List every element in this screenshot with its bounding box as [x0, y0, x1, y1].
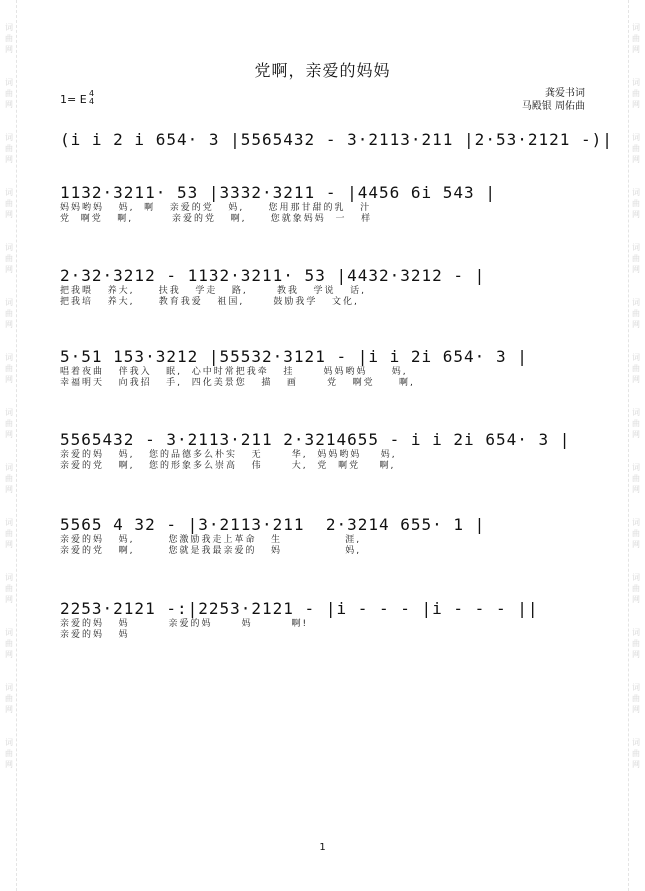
watermark-glyph: 词 — [5, 298, 13, 307]
watermark-group — [5, 242, 13, 275]
watermark-group — [632, 352, 640, 385]
lyric-verse-2: 把我培 养大, 教育我爱 祖国, 鼓励我学 文化, — [60, 297, 359, 307]
watermark-glyph: 网 — [5, 375, 13, 384]
key-signature: 1= E — [60, 93, 87, 106]
watermark-group — [5, 187, 13, 220]
watermark-glyph: 网 — [5, 760, 13, 769]
watermark-group — [5, 132, 13, 165]
watermark-group — [632, 572, 640, 605]
watermark-glyph: 词 — [5, 243, 13, 252]
watermark-glyph: 网 — [632, 595, 640, 604]
watermark-glyph: 曲 — [5, 254, 13, 263]
watermark-group — [632, 77, 640, 110]
watermark-glyph: 词 — [632, 133, 640, 142]
watermark-group — [632, 407, 640, 440]
watermark-glyph: 网 — [632, 155, 640, 164]
lyric-verse-1: 妈妈哟妈 妈, 啊 亲爱的党 妈, 您用那甘甜的乳 汁 — [60, 203, 372, 213]
watermark-glyph: 网 — [632, 540, 640, 549]
watermark-group — [632, 517, 640, 550]
watermark-glyph: 网 — [5, 485, 13, 494]
watermark-glyph: 曲 — [5, 199, 13, 208]
watermark-glyph: 网 — [632, 650, 640, 659]
watermark-glyph: 词 — [5, 683, 13, 692]
watermark-glyph: 曲 — [632, 199, 640, 208]
time-signature — [89, 90, 94, 106]
watermark-glyph: 词 — [5, 518, 13, 527]
watermark-glyph: 曲 — [632, 584, 640, 593]
watermark-glyph: 曲 — [632, 749, 640, 758]
watermark-glyph: 网 — [5, 650, 13, 659]
watermark-glyph: 网 — [5, 155, 13, 164]
lyric-verse-2: 亲爱的妈 妈 — [60, 630, 130, 640]
watermark-glyph: 曲 — [632, 364, 640, 373]
lyricist-credit: 龚爱书词 — [545, 88, 585, 99]
notation-line: (i i 2 i 654· 3 |5565432 - 3·2113·211 |2·53·2121 -)| — [60, 130, 613, 149]
watermark-glyph: 网 — [632, 760, 640, 769]
score-row — [60, 183, 588, 225]
watermark-glyph: 网 — [632, 705, 640, 714]
watermark-glyph: 曲 — [632, 694, 640, 703]
watermark-group — [5, 682, 13, 715]
watermark-glyph: 曲 — [5, 694, 13, 703]
watermark-glyph: 网 — [5, 705, 13, 714]
notation-line: 1132·3211· 53 |3332·3211 - |4456 6i 543 | — [60, 183, 496, 202]
watermark-group — [5, 737, 13, 770]
watermark-group — [5, 572, 13, 605]
watermark-glyph: 曲 — [632, 529, 640, 538]
watermark-glyph: 词 — [632, 298, 640, 307]
watermark-group — [632, 737, 640, 770]
watermark-glyph: 曲 — [632, 34, 640, 43]
score-row — [60, 599, 588, 641]
left-edge-line — [16, 0, 17, 891]
watermark-glyph: 网 — [632, 100, 640, 109]
score-row — [60, 130, 613, 150]
page-number: 1 — [319, 842, 326, 853]
lyric-verse-1: 亲爱的妈 妈, 您的品德多么朴实 无 华, 妈妈哟妈 妈, — [60, 450, 397, 460]
watermark-glyph: 曲 — [632, 474, 640, 483]
watermark-glyph: 网 — [5, 595, 13, 604]
watermark-glyph: 词 — [5, 738, 13, 747]
watermark-group — [632, 187, 640, 220]
watermark-glyph: 曲 — [5, 364, 13, 373]
watermark-glyph: 曲 — [5, 419, 13, 428]
watermark-glyph: 词 — [632, 23, 640, 32]
watermark-group — [632, 682, 640, 715]
watermark-group — [5, 352, 13, 385]
time-signature-bottom: 4 — [89, 97, 95, 106]
watermark-glyph: 曲 — [632, 89, 640, 98]
watermark-glyph: 词 — [632, 353, 640, 362]
watermark-glyph: 曲 — [5, 34, 13, 43]
watermark-group — [5, 462, 13, 495]
watermark-glyph: 词 — [5, 573, 13, 582]
watermark-glyph: 词 — [632, 738, 640, 747]
watermark-glyph: 词 — [5, 78, 13, 87]
watermark-glyph: 网 — [5, 210, 13, 219]
watermark-glyph: 曲 — [5, 529, 13, 538]
watermark-glyph: 曲 — [5, 89, 13, 98]
watermark-glyph: 网 — [5, 430, 13, 439]
watermark-group — [5, 77, 13, 110]
watermark-glyph: 词 — [632, 518, 640, 527]
watermark-glyph: 网 — [5, 45, 13, 54]
watermark-group — [632, 297, 640, 330]
lyric-verse-1: 亲爱的妈 妈, 您激励我走上革命 生 涯, — [60, 535, 362, 545]
watermark-glyph: 曲 — [632, 254, 640, 263]
song-title: 党啊，亲爱的妈妈 — [254, 61, 391, 80]
watermark-glyph: 网 — [5, 100, 13, 109]
right-watermark — [629, 0, 643, 891]
lyric-verse-1: 亲爱的妈 妈 亲爱的妈 妈 啊! — [60, 619, 309, 629]
watermark-group — [5, 517, 13, 550]
watermark-glyph: 曲 — [5, 584, 13, 593]
watermark-glyph: 词 — [632, 78, 640, 87]
lyric-verse-1: 唱着夜曲 伴我入 眠, 心中时常把我牵 挂 妈妈哟妈 妈, — [60, 367, 408, 377]
watermark-group — [632, 22, 640, 55]
notation-line: 5·51 153·3212 |55532·3121 - |i i 2i 654· 3 | — [60, 347, 528, 366]
watermark-glyph: 词 — [5, 463, 13, 472]
watermark-glyph: 曲 — [632, 144, 640, 153]
watermark-glyph: 词 — [632, 683, 640, 692]
watermark-glyph: 曲 — [632, 639, 640, 648]
watermark-glyph: 曲 — [5, 474, 13, 483]
watermark-glyph: 曲 — [632, 309, 640, 318]
watermark-group — [5, 627, 13, 660]
watermark-glyph: 词 — [632, 573, 640, 582]
watermark-glyph: 网 — [632, 375, 640, 384]
score-row — [60, 515, 588, 557]
watermark-glyph: 网 — [632, 320, 640, 329]
lyric-verse-2: 亲爱的党 啊, 您的形象多么崇高 伟 大, 党 啊党 啊, — [60, 461, 396, 471]
watermark-glyph: 词 — [632, 463, 640, 472]
time-signature-top: 4 — [89, 89, 95, 98]
watermark-glyph: 词 — [632, 188, 640, 197]
composer-credit: 马殿银 周佑曲 — [521, 101, 585, 112]
notation-line: 2·32·3212 - 1132·3211· 53 |4432·3212 - | — [60, 266, 486, 285]
credits — [522, 87, 585, 113]
watermark-glyph: 词 — [632, 243, 640, 252]
watermark-glyph: 曲 — [5, 144, 13, 153]
watermark-glyph: 曲 — [5, 309, 13, 318]
score-row — [60, 347, 588, 389]
lyric-verse-2: 党 啊党 啊, 亲爱的党 啊, 您就象妈妈 一 样 — [60, 214, 373, 224]
watermark-glyph: 网 — [5, 540, 13, 549]
watermark-group — [632, 627, 640, 660]
score-row — [60, 430, 588, 472]
watermark-group — [5, 22, 13, 55]
notation-line: 5565 4 32 - |3·2113·211 2·3214 655· 1 | — [60, 515, 486, 534]
lyric-verse-2: 亲爱的党 啊, 您就是我最亲爱的 妈 妈, — [60, 546, 362, 556]
watermark-glyph: 曲 — [5, 749, 13, 758]
watermark-glyph: 词 — [632, 408, 640, 417]
watermark-glyph: 曲 — [632, 419, 640, 428]
lyric-verse-1: 把我喂 养大, 扶我 学走 路, 教我 学说 话, — [60, 286, 366, 296]
watermark-group — [5, 407, 13, 440]
watermark-glyph: 网 — [632, 430, 640, 439]
watermark-glyph: 词 — [5, 353, 13, 362]
watermark-group — [5, 297, 13, 330]
watermark-glyph: 网 — [5, 265, 13, 274]
watermark-glyph: 词 — [5, 23, 13, 32]
watermark-glyph: 网 — [632, 210, 640, 219]
notation-line: 5565432 - 3·2113·211 2·3214655 - i i 2i 654· 3 | — [60, 430, 571, 449]
lyric-verse-2: 幸福明天 向我招 手, 四化美景您 描 画 党 啊党 啊, — [60, 378, 415, 388]
watermark-glyph: 网 — [632, 265, 640, 274]
watermark-glyph: 网 — [5, 320, 13, 329]
watermark-glyph: 网 — [632, 45, 640, 54]
watermark-glyph: 曲 — [5, 639, 13, 648]
watermark-group — [632, 242, 640, 275]
watermark-group — [632, 132, 640, 165]
watermark-glyph: 网 — [632, 485, 640, 494]
watermark-glyph: 词 — [632, 628, 640, 637]
score-row — [60, 266, 588, 308]
watermark-glyph: 词 — [5, 628, 13, 637]
notation-line: 2253·2121 -:|2253·2121 - |i - - - |i - - - || — [60, 599, 539, 618]
watermark-glyph: 词 — [5, 408, 13, 417]
watermark-group — [632, 462, 640, 495]
watermark-glyph: 词 — [5, 188, 13, 197]
left-watermark — [2, 0, 16, 891]
watermark-glyph: 词 — [5, 133, 13, 142]
